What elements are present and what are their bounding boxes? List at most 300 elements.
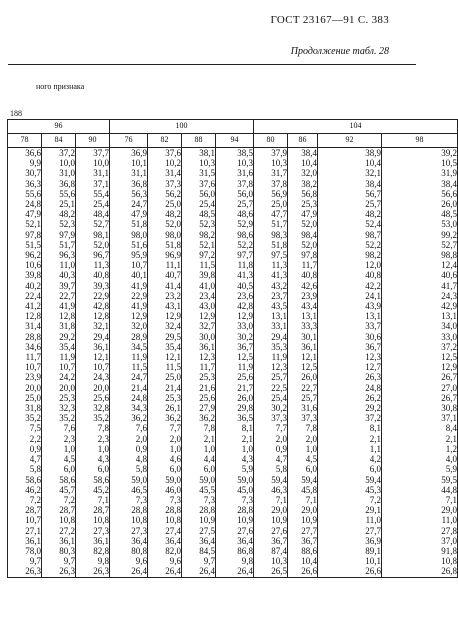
table-cell: 10,9: [301, 515, 317, 526]
table-cell: 26,4: [165, 566, 181, 577]
table-cell: 37,8: [237, 178, 253, 189]
table-cell: 24,7: [131, 199, 147, 210]
table-cell: 46,5: [131, 484, 147, 495]
table-cell: 11,7: [199, 362, 215, 373]
table-cell: 43,2: [271, 280, 287, 291]
table-cell: 52,9: [237, 219, 253, 230]
data-column: [148, 148, 182, 578]
table-cell: 7,6: [135, 423, 147, 434]
table-cell: 1,2: [445, 443, 457, 454]
table-cell: 29,5: [165, 331, 181, 342]
table-cell: 10,3: [199, 158, 215, 169]
table-cell: 32,0: [131, 321, 147, 332]
table-cell: 36,7: [365, 341, 381, 352]
table-cell: 29,0: [301, 505, 317, 516]
table-cell: 30,0: [199, 331, 215, 342]
table-cell: 11,9: [131, 352, 147, 363]
table-cell: 98,1: [93, 229, 109, 240]
table-cell: 6,0: [63, 464, 75, 475]
table-cell: 10,7: [25, 515, 41, 526]
top-rule: [8, 64, 416, 65]
table-cell: 36,6: [25, 148, 41, 158]
table-cell: 34,6: [25, 341, 41, 352]
table-cell: 13,1: [301, 311, 317, 322]
table-cell: 88,6: [301, 545, 317, 556]
table-cell: 37,7: [93, 148, 109, 158]
table-cell: 1,0: [305, 443, 317, 454]
table-cell: 28,7: [59, 505, 75, 516]
table-cell: 6,0: [169, 464, 181, 475]
table-cell: 11,0: [59, 260, 75, 271]
table-cell: 37,3: [271, 413, 287, 424]
table-cell: 36,1: [25, 535, 41, 546]
table-cell: 25,6: [93, 392, 109, 403]
table-cell: 12,7: [365, 362, 381, 373]
table-cell: 37,2: [441, 341, 457, 352]
table-cell: 10,9: [271, 515, 287, 526]
table-cell: 29,0: [271, 505, 287, 516]
table-cell: 41,9: [131, 280, 147, 291]
table-cell: 26,2: [365, 392, 381, 403]
table-cell: 7,1: [445, 494, 457, 505]
table-cell: 39,3: [93, 280, 109, 291]
table-cell: 45,7: [59, 484, 75, 495]
table-cell: 45,8: [301, 484, 317, 495]
table-cell: 27,7: [365, 525, 381, 536]
table-cell: 2,1: [203, 433, 215, 444]
table-cell: 29,0: [441, 505, 457, 516]
table-cell: 12,5: [237, 352, 253, 363]
table-body-row: [8, 148, 458, 578]
table-cell: 37,2: [365, 413, 381, 424]
table-cell: 21,4: [165, 382, 181, 393]
column-header: 84: [42, 134, 76, 148]
data-column: [254, 148, 288, 578]
table-cell: 31,1: [93, 168, 109, 179]
table-cell: 12,0: [365, 260, 381, 271]
data-column: [382, 148, 458, 578]
table-cell: 24,3: [441, 290, 457, 301]
table-cell: 26,7: [441, 392, 457, 403]
table-cell: 43,0: [199, 301, 215, 312]
table-cell: 48,2: [165, 209, 181, 220]
table-cell: 10,7: [59, 362, 75, 373]
table-cell: 7,3: [169, 494, 181, 505]
table-cell: 52,0: [301, 219, 317, 230]
table-cell: 98,4: [301, 229, 317, 240]
table-cell: 27,9: [199, 403, 215, 414]
table-cell: 12,1: [93, 352, 109, 363]
table-cell: 38,1: [199, 148, 215, 158]
column-header: 92: [318, 134, 382, 148]
table-cell: 44,8: [441, 484, 457, 495]
table-cell: 36,3: [25, 178, 41, 189]
table-cell: 80,8: [131, 545, 147, 556]
table-cell: 25,0: [165, 199, 181, 210]
data-column: [216, 148, 254, 578]
table-cell: 10,8: [165, 515, 181, 526]
table-cell: 6,0: [97, 464, 109, 475]
table-cell: 37,8: [271, 178, 287, 189]
table-cell: 12,4: [441, 260, 457, 271]
table-cell: 4,2: [369, 454, 381, 465]
table-cell: 9,7: [29, 556, 41, 567]
table-cell: 42,8: [93, 301, 109, 312]
table-cell: 48,2: [59, 209, 75, 220]
table-cell: 1,0: [169, 443, 181, 454]
table-cell: 9,6: [169, 556, 181, 567]
column-header: 80: [254, 134, 288, 148]
table-cell: 40,7: [165, 270, 181, 281]
table-cell: 7,3: [203, 494, 215, 505]
table-cell: 97,7: [237, 250, 253, 261]
table-cell: 26,4: [237, 566, 253, 577]
table-cell: 9,7: [203, 556, 215, 567]
table-cell: 7,8: [97, 423, 109, 434]
table-cell: 40,6: [441, 270, 457, 281]
table-cell: 36,4: [131, 535, 147, 546]
table-cell: 37,0: [441, 535, 457, 546]
table-cell: 96,7: [93, 250, 109, 261]
table-cell: 96,2: [25, 250, 41, 261]
table-cell: 2,1: [369, 433, 381, 444]
table-cell: 45,2: [93, 484, 109, 495]
table-cell: 2,2: [29, 433, 41, 444]
table-cell: 7,7: [169, 423, 181, 434]
table-cell: 11,5: [165, 362, 181, 373]
table-cell: 12,9: [131, 311, 147, 322]
table-cell: 40,8: [93, 270, 109, 281]
table-cell: 52,0: [301, 239, 317, 250]
table-cell: 22,9: [93, 290, 109, 301]
table-cell: 43,5: [271, 301, 287, 312]
table-cell: 35,4: [59, 341, 75, 352]
table-cell: 40,8: [301, 270, 317, 281]
table-cell: 5,8: [29, 464, 41, 475]
table-cell: 59,4: [365, 474, 381, 485]
table-cell: 28,8: [237, 505, 253, 516]
table-cell: 10,3: [271, 158, 287, 169]
table-cell: 37,2: [59, 148, 75, 158]
table-cell: 43,9: [365, 301, 381, 312]
table-cell: 38,4: [441, 178, 457, 189]
table-cell: 11,9: [59, 352, 75, 363]
table-cell: 9,8: [241, 556, 253, 567]
table-cell: 59,5: [441, 474, 457, 485]
table-cell: 12,3: [365, 352, 381, 363]
table-cell: 30,6: [365, 331, 381, 342]
table-cell: 0,9: [275, 443, 287, 454]
table-cell: 9,6: [135, 556, 147, 567]
table-cell: 23,2: [165, 290, 181, 301]
table-cell: 52,2: [365, 239, 381, 250]
table-cell: 34,0: [441, 321, 457, 332]
table-cell: 7,1: [97, 494, 109, 505]
table-cell: 32,8: [93, 403, 109, 414]
table-cell: 36,2: [199, 413, 215, 424]
table-cell: 11,9: [237, 362, 253, 373]
table-cell: 33,0: [237, 321, 253, 332]
table-cell: 96,3: [59, 250, 75, 261]
table-cell: 13,1: [365, 311, 381, 322]
table-cell: 97,5: [271, 250, 287, 261]
table-cell: 96,9: [165, 250, 181, 261]
table-cell: 11,3: [93, 260, 109, 271]
page-header-standard: ГОСТ 23167—91 С. 383: [270, 14, 389, 26]
table-cell: 31,6: [237, 168, 253, 179]
table-cell: 25,7: [271, 372, 287, 383]
table-cell: 36,8: [131, 178, 147, 189]
table-cell: 27,5: [199, 525, 215, 536]
table-cell: 98,6: [237, 229, 253, 240]
table-cell: 24,2: [59, 372, 75, 383]
table-cell: 56,8: [301, 188, 317, 199]
table-cell: 7,2: [369, 494, 381, 505]
table-cell: 31,6: [301, 403, 317, 414]
table-cell: 10,7: [25, 362, 41, 373]
table-cell: 5,8: [135, 464, 147, 475]
table-cell: 52,0: [165, 219, 181, 230]
table-cell: 7,8: [305, 423, 317, 434]
table-cell: 37,1: [441, 413, 457, 424]
table-cell: 10,7: [93, 362, 109, 373]
table-cell: 33,7: [365, 321, 381, 332]
table-cell: 22,5: [271, 382, 287, 393]
table-cell: 26,1: [165, 403, 181, 414]
table-cell: 31,7: [271, 168, 287, 179]
table-cell: 46,3: [271, 484, 287, 495]
table-cell: 10,9: [199, 515, 215, 526]
table-cell: 33,0: [441, 331, 457, 342]
table-cell: 25,3: [199, 372, 215, 383]
column-header: 76: [110, 134, 148, 148]
table-cell: 31,4: [25, 321, 41, 332]
table-cell: 24,1: [365, 290, 381, 301]
table-cell: 10,8: [441, 556, 457, 567]
table-cell: 40,1: [131, 270, 147, 281]
table-cell: 7,8: [203, 423, 215, 434]
table-cell: 48,5: [441, 209, 457, 220]
table-cell: 1,0: [97, 443, 109, 454]
table-cell: 4,4: [203, 454, 215, 465]
table-cell: 51,8: [165, 239, 181, 250]
table-cell: 36,2: [165, 413, 181, 424]
table-cell: 26,0: [237, 392, 253, 403]
column-header: 78: [8, 134, 42, 148]
data-column: [8, 148, 42, 578]
table-cell: 12,5: [301, 362, 317, 373]
table-cell: 51,7: [271, 219, 287, 230]
table-cell: 28,8: [165, 505, 181, 516]
table-cell: 33,3: [301, 321, 317, 332]
table-cell: 10,9: [237, 515, 253, 526]
table-cell: 52,3: [199, 219, 215, 230]
table-cell: 12,5: [441, 352, 457, 363]
table-cell: 7,3: [241, 494, 253, 505]
table-cell: 12,9: [237, 311, 253, 322]
table-cell: 26,8: [441, 566, 457, 577]
table-cell: 25,6: [199, 392, 215, 403]
table-cell: 45,3: [365, 484, 381, 495]
table-cell: 30,2: [237, 331, 253, 342]
table-cell: 8,1: [369, 423, 381, 434]
table-cell: 10,1: [131, 158, 147, 169]
table-cell: 30,2: [271, 403, 287, 414]
table-cell: 11,1: [165, 260, 181, 271]
table-cell: 59,0: [131, 474, 147, 485]
table-cell: 23,9: [301, 290, 317, 301]
table-cell: 41,2: [25, 301, 41, 312]
table-cell: 52,7: [93, 219, 109, 230]
table-cell: 7,1: [305, 494, 317, 505]
table-cell: 12,9: [165, 311, 181, 322]
table-cell: 2,3: [97, 433, 109, 444]
table-cell: 35,3: [271, 341, 287, 352]
table-cell: 31,4: [165, 168, 181, 179]
table-cell: 39,8: [199, 270, 215, 281]
table-cell: 20,0: [93, 382, 109, 393]
table-cell: 38,4: [301, 148, 317, 158]
table-cell: 29,8: [237, 403, 253, 414]
table-cell: 24,7: [131, 372, 147, 383]
table-cell: 20,0: [59, 382, 75, 393]
table-cell: 32,0: [301, 168, 317, 179]
group-header: 96: [8, 120, 110, 134]
table-cell: 34,3: [131, 403, 147, 414]
sign-label: ного признака: [36, 82, 85, 91]
data-column: [42, 148, 76, 578]
table-cell: 29,2: [59, 331, 75, 342]
table-cell: 31,5: [199, 168, 215, 179]
table-cell: 24,3: [93, 372, 109, 383]
table-cell: 97,8: [301, 250, 317, 261]
table-cell: 10,5: [441, 158, 457, 169]
data-column: [182, 148, 216, 578]
table-cell: 35,2: [25, 413, 41, 424]
table-cell: 21,6: [199, 382, 215, 393]
table-cell: 12,8: [25, 311, 41, 322]
table-cell: 25,7: [237, 199, 253, 210]
table-cell: 29,1: [365, 505, 381, 516]
table-cell: 2,3: [63, 433, 75, 444]
table-cell: 10,0: [93, 158, 109, 169]
table-cell: 36,1: [199, 341, 215, 352]
table-cell: 37,1: [93, 178, 109, 189]
table-cell: 7,2: [29, 494, 41, 505]
table-cell: 42,6: [301, 280, 317, 291]
table-cell: 9,7: [63, 556, 75, 567]
group-number: 188: [10, 109, 22, 118]
table-cell: 11,7: [301, 260, 317, 271]
table-cell: 36,9: [365, 535, 381, 546]
table-cell: 37,9: [271, 148, 287, 158]
table-cell: 29,4: [271, 331, 287, 342]
table-cell: 10,4: [365, 158, 381, 169]
table-cell: 25,3: [165, 392, 181, 403]
table-cell: 56,3: [131, 188, 147, 199]
table-cell: 12,3: [199, 352, 215, 363]
table-cell: 35,2: [59, 413, 75, 424]
table-cell: 10,3: [237, 158, 253, 169]
table-cell: 33,1: [271, 321, 287, 332]
table-cell: 2,0: [275, 433, 287, 444]
table-cell: 98,7: [365, 229, 381, 240]
table-cell: 23,7: [271, 290, 287, 301]
table-cell: 36,4: [199, 535, 215, 546]
table-cell: 24,8: [131, 392, 147, 403]
table-cell: 47,7: [271, 209, 287, 220]
table-cell: 55,6: [59, 188, 75, 199]
table-cell: 10,1: [365, 556, 381, 567]
table-cell: 25,0: [25, 392, 41, 403]
table-cell: 30,1: [301, 331, 317, 342]
table-cell: 2,0: [169, 433, 181, 444]
table-cell: 41,9: [59, 301, 75, 312]
table-cell: 26,7: [441, 372, 457, 383]
table-cell: 30,7: [25, 168, 41, 179]
data-column: [288, 148, 318, 578]
table-cell: 32,1: [93, 321, 109, 332]
table-cell: 31,8: [59, 321, 75, 332]
table-cell: 36,4: [237, 535, 253, 546]
table-cell: 12,9: [441, 362, 457, 373]
table-cell: 52,1: [25, 219, 41, 230]
group-header: 100: [110, 120, 254, 134]
table-cell: 31,9: [441, 168, 457, 179]
table-cell: 29,2: [365, 403, 381, 414]
table-cell: 9,8: [97, 556, 109, 567]
table-cell: 4,8: [135, 454, 147, 465]
table-cell: 27,6: [271, 525, 287, 536]
table-cell: 26,3: [25, 566, 41, 577]
table-cell: 51,6: [131, 239, 147, 250]
table-cell: 11,3: [271, 260, 287, 271]
table-cell: 22,7: [59, 290, 75, 301]
table-cell: 28,8: [199, 505, 215, 516]
table-cell: 2,1: [445, 433, 457, 444]
table-cell: 38,5: [237, 148, 253, 158]
table-cell: 41,7: [441, 280, 457, 291]
table-cell: 23,9: [25, 372, 41, 383]
table-cell: 1,0: [241, 443, 253, 454]
table-cell: 56,6: [441, 188, 457, 199]
table-cell: 8,1: [241, 423, 253, 434]
table-cell: 12,9: [199, 311, 215, 322]
table-cell: 36,8: [59, 178, 75, 189]
table-cell: 52,2: [237, 239, 253, 250]
table-cell: 4,7: [29, 454, 41, 465]
table-cell: 48,6: [237, 209, 253, 220]
table-cell: 87,4: [271, 545, 287, 556]
table-cell: 26,0: [441, 199, 457, 210]
table-cell: 45,0: [237, 484, 253, 495]
table-cell: 99,2: [441, 229, 457, 240]
table-cell: 25,0: [271, 199, 287, 210]
table-cell: 12,3: [271, 362, 287, 373]
table-cell: 5,8: [275, 464, 287, 475]
table-cell: 45,5: [199, 484, 215, 495]
table-cell: 25,6: [237, 372, 253, 383]
table-cell: 26,3: [93, 566, 109, 577]
table-cell: 82,0: [165, 545, 181, 556]
table-cell: 80,3: [59, 545, 75, 556]
table-cell: 23,4: [199, 290, 215, 301]
table-cell: 1,0: [203, 443, 215, 454]
table-cell: 36,9: [131, 148, 147, 158]
table-cell: 42,8: [237, 301, 253, 312]
table-cell: 10,8: [59, 515, 75, 526]
table-cell: 7,2: [63, 494, 75, 505]
